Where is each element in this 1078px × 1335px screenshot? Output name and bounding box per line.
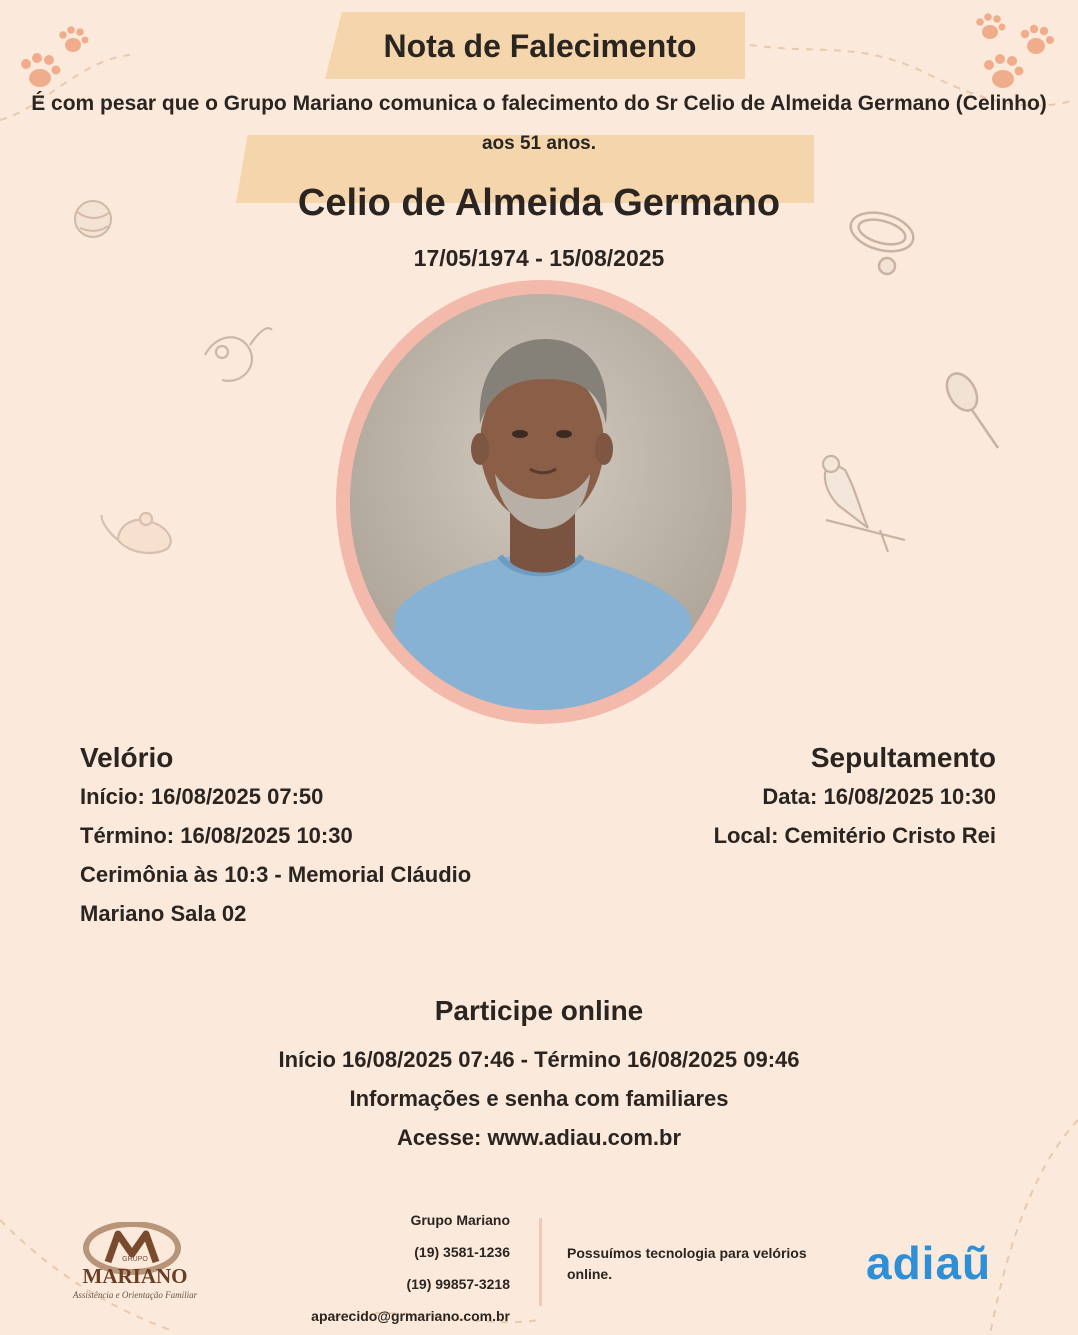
life-dates: 17/05/1974 - 15/08/2025: [413, 245, 665, 271]
announcement-age: aos 51 anos.: [481, 133, 597, 154]
paw-icon: [21, 53, 61, 87]
sepultamento-location: Local: Cemitério Cristo Rei: [713, 823, 996, 848]
sepultamento-date: Data: 16/08/2025 10:30: [762, 784, 996, 809]
contact-email[interactable]: aparecido@grmariano.com.br: [311, 1308, 510, 1324]
mariano-logo-text: MARIANO: [82, 1264, 188, 1288]
contact-company: Grupo Mariano: [410, 1212, 510, 1228]
deceased-name: Celio de Almeida Germano: [297, 182, 781, 224]
paw-icon: [59, 26, 88, 52]
velorio-ceremony: Cerimônia às 10:3 - Memorial Cláudio: [80, 862, 472, 887]
tech-text-line2: online.: [567, 1266, 613, 1282]
contact-block: [360, 1210, 510, 1306]
portrait-frame: [336, 280, 746, 724]
paw-icon: [976, 13, 1005, 39]
mariano-logo-small: GRUPO: [122, 1256, 148, 1263]
bird-icon: [823, 456, 905, 552]
footer-divider: [539, 1218, 542, 1306]
online-schedule: Início 16/08/2025 07:46 - Término 16/08/2025 09:46: [278, 1047, 800, 1072]
velorio-end: Término: 16/08/2025 10:30: [80, 823, 353, 848]
mariano-logo-tagline: Assistência e Orientação Familiar: [72, 1290, 198, 1300]
online-website: Acesse: www.adiau.com.br: [396, 1125, 682, 1150]
tech-text: [567, 1243, 827, 1285]
paw-icon: [984, 54, 1024, 88]
announcement-text: É com pesar que o Grupo Mariano comunica o falecimento do Sr Celio de Almeida Germano (Celinho): [31, 92, 1047, 115]
page-title: Nota de Falecimento: [383, 28, 697, 64]
portrait-photo: [350, 294, 732, 710]
online-password-info: Informações e senha com familiares: [349, 1086, 729, 1111]
paw-icon: [1021, 25, 1054, 54]
tech-text-line1: Possuímos tecnologia para velórios: [567, 1245, 807, 1261]
brush-icon: [941, 368, 998, 448]
velorio-start: Início: 16/08/2025 07:50: [80, 784, 324, 809]
velorio-room: Mariano Sala 02: [80, 901, 247, 926]
contact-phone-2[interactable]: (19) 99857-3218: [406, 1276, 510, 1292]
online-heading: Participe online: [434, 995, 644, 1026]
sepultamento-heading: Sepultamento: [810, 742, 996, 773]
mariano-logo: [60, 1222, 210, 1306]
velorio-heading: Velório: [80, 742, 174, 773]
contact-phone-1[interactable]: (19) 3581-1236: [414, 1244, 510, 1260]
portrait-illustration: [350, 294, 732, 710]
mouse-toy-icon: [102, 513, 171, 553]
adiau-logo: adiaũ: [866, 1237, 992, 1289]
fishing-cat-icon: [205, 328, 272, 381]
